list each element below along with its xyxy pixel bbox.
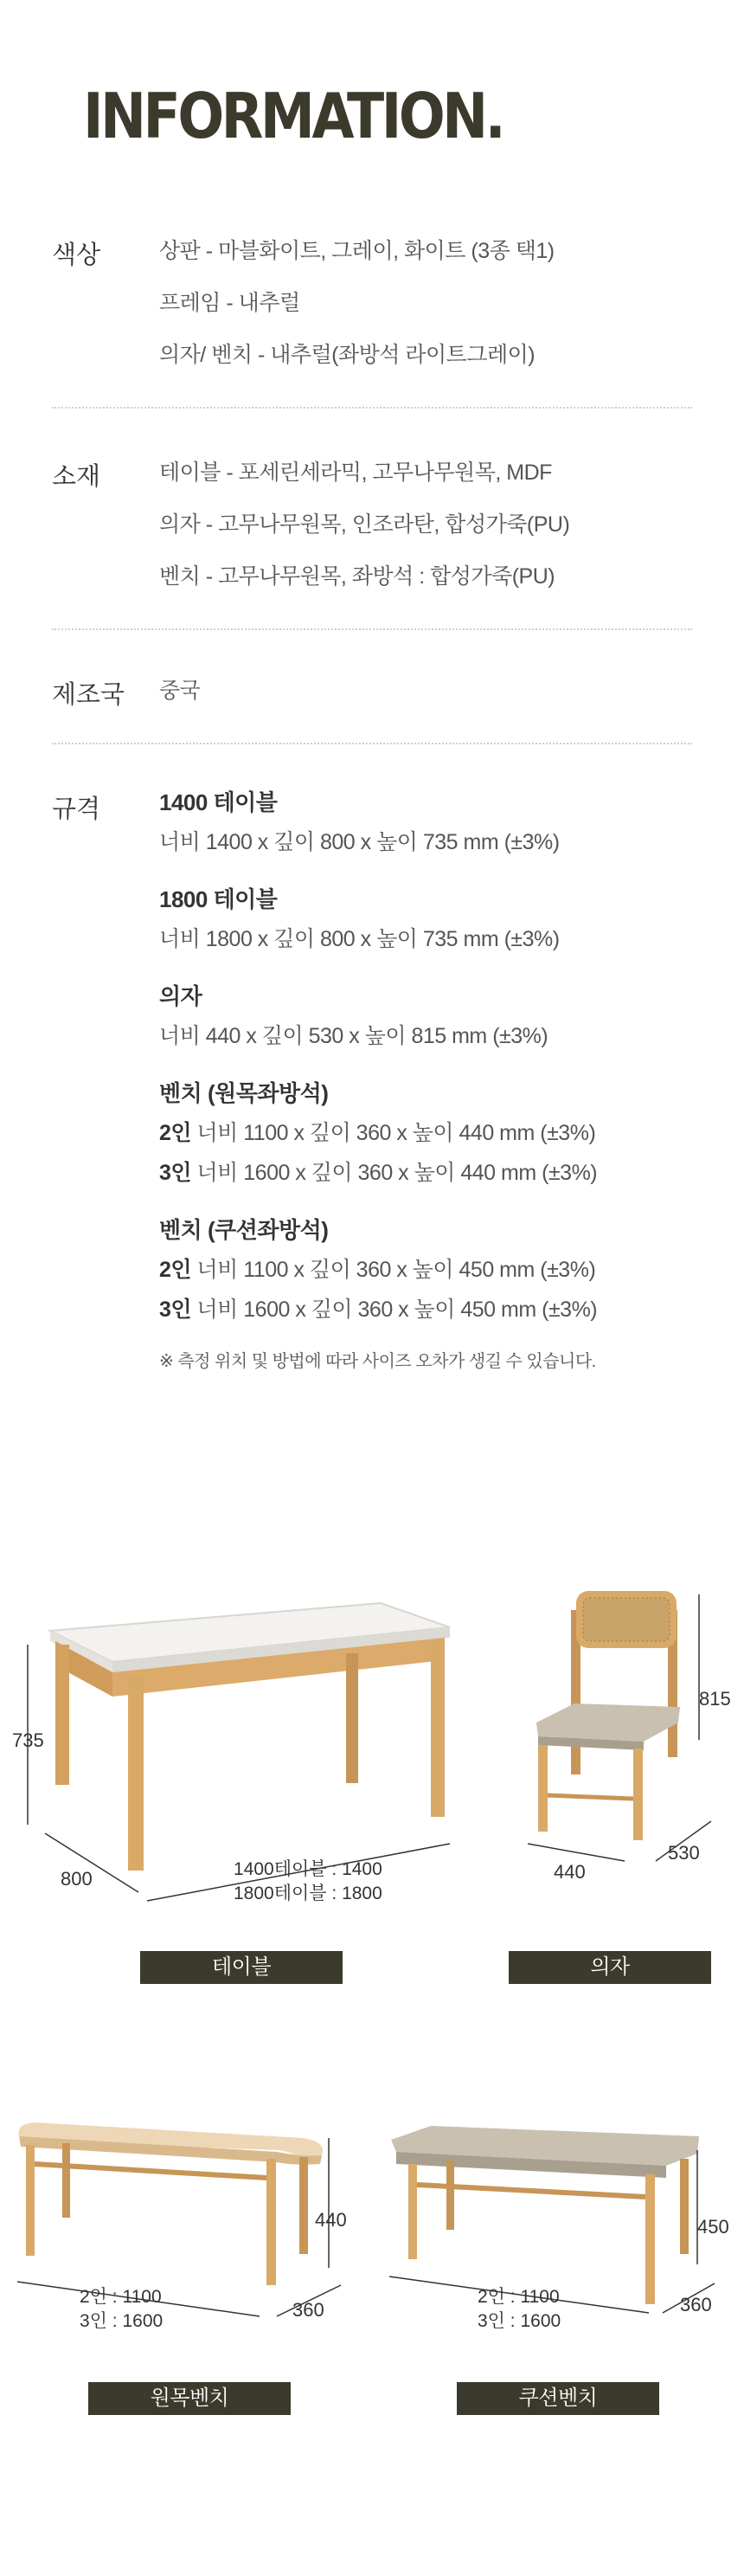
cushion-bench-leg xyxy=(408,2164,417,2259)
chair-width-dim-line xyxy=(528,1844,625,1861)
seat-count: 2인 xyxy=(159,1258,192,1282)
spec-label: 규격 xyxy=(52,795,101,823)
seat-count: 2인 xyxy=(159,1121,192,1145)
wood-bench-badge: 원목벤치 xyxy=(88,2382,291,2415)
table-leg xyxy=(346,1653,358,1783)
material-line: 의자 - 고무나무원목, 인조라탄, 합성가죽(PU) xyxy=(159,512,570,537)
chair-height-label: 815 xyxy=(699,1688,731,1710)
table-illustration xyxy=(12,1603,450,1903)
spec-title: 1800 테이블 xyxy=(159,886,278,912)
color-label: 색상 xyxy=(52,242,101,269)
page-title: INFORMATION. xyxy=(83,80,503,152)
wood-bench-illustration xyxy=(17,2122,347,2331)
material-line: 테이블 - 포세린세라믹, 고무나무원목, MDF xyxy=(159,460,552,485)
wood-bench-depth-label: 360 xyxy=(292,2299,324,2321)
table-leg xyxy=(128,1675,144,1871)
cushion-bench-illustration xyxy=(389,2126,729,2331)
spec-title: 1400 테이블 xyxy=(159,789,278,815)
table-width-1800-label: 1800테이블 : 1800 xyxy=(234,1884,382,1903)
wood-bench-leg xyxy=(62,2143,70,2218)
chair-depth-label: 530 xyxy=(668,1842,700,1864)
table-height-label: 735 xyxy=(12,1729,44,1751)
table-badge: 테이블 xyxy=(140,1951,343,1984)
wood-bench-height-label: 440 xyxy=(315,2209,347,2231)
spec-title: 벤치 (쿠션좌방석) xyxy=(159,1217,329,1243)
wood-bench-leg xyxy=(266,2159,276,2285)
chair-rattan-panel xyxy=(583,1598,670,1641)
seat-count: 3인 xyxy=(159,1298,192,1322)
chair-front-leg xyxy=(538,1745,548,1832)
spec-title: 벤치 (원목좌방석) xyxy=(159,1080,329,1106)
chair-illustration xyxy=(528,1591,731,1883)
chair-front-leg xyxy=(633,1748,643,1840)
chair-width-label: 440 xyxy=(554,1861,586,1883)
color-line: 프레임 - 내추럴 xyxy=(159,291,300,315)
chair-seat-cushion xyxy=(536,1703,680,1742)
seat-count: 3인 xyxy=(159,1161,192,1185)
wood-bench-2-seat-label: 2인 : 1100 xyxy=(80,2287,162,2307)
spec-size: 너비 1800 x 깊이 800 x 높이 735 mm (±3%) xyxy=(159,927,560,951)
color-line: 의자/ 벤치 - 내추럴(좌방석 라이트그레이) xyxy=(159,343,536,367)
table-depth-label: 800 xyxy=(61,1868,93,1890)
cushion-bench-depth-label: 360 xyxy=(680,2294,712,2315)
spec-size: 너비 1100 x 깊이 360 x 높이 440 mm (±3%) xyxy=(196,1121,596,1145)
size-notice: ※ 측정 위치 및 방법에 따라 사이즈 오차가 생길 수 있습니다. xyxy=(159,1352,596,1371)
cushion-bench-badge: 쿠션벤치 xyxy=(457,2382,659,2415)
wood-bench-leg xyxy=(299,2157,308,2254)
origin-label: 제조국 xyxy=(52,681,125,709)
chair-stretcher xyxy=(548,1795,633,1799)
cushion-bench-leg xyxy=(680,2159,689,2254)
table-leg xyxy=(55,1645,69,1785)
cushion-bench-2-seat-label: 2인 : 1100 xyxy=(478,2287,560,2307)
table-leg xyxy=(431,1640,445,1817)
wood-bench-leg xyxy=(26,2145,35,2256)
cushion-bench-height-label: 450 xyxy=(697,2216,729,2238)
material-label: 소재 xyxy=(52,463,101,491)
cushion-bench-3-seat-label: 3인 : 1600 xyxy=(478,2311,561,2331)
spec-title: 의자 xyxy=(159,983,202,1009)
material-line: 벤치 - 고무나무원목, 좌방석 : 합성가죽(PU) xyxy=(159,564,555,589)
origin-value: 중국 xyxy=(159,679,201,703)
cushion-bench-leg xyxy=(645,2174,655,2304)
table-width-1400-label: 1400테이블 : 1400 xyxy=(234,1859,382,1879)
spec-size: 너비 1400 x 깊이 800 x 높이 735 mm (±3%) xyxy=(159,830,560,854)
chair-badge: 의자 xyxy=(509,1951,711,1984)
spec-size: 너비 1100 x 깊이 360 x 높이 450 mm (±3%) xyxy=(196,1258,596,1282)
cushion-bench-leg xyxy=(446,2161,454,2230)
spec-size: 너비 440 x 깊이 530 x 높이 815 mm (±3%) xyxy=(159,1024,548,1048)
spec-size: 너비 1600 x 깊이 360 x 높이 440 mm (±3%) xyxy=(196,1161,598,1185)
color-line: 상판 - 마블화이트, 그레이, 화이트 (3종 택1) xyxy=(159,239,555,263)
spec-size: 너비 1600 x 깊이 360 x 높이 450 mm (±3%) xyxy=(196,1298,598,1322)
wood-bench-3-seat-label: 3인 : 1600 xyxy=(80,2311,164,2331)
